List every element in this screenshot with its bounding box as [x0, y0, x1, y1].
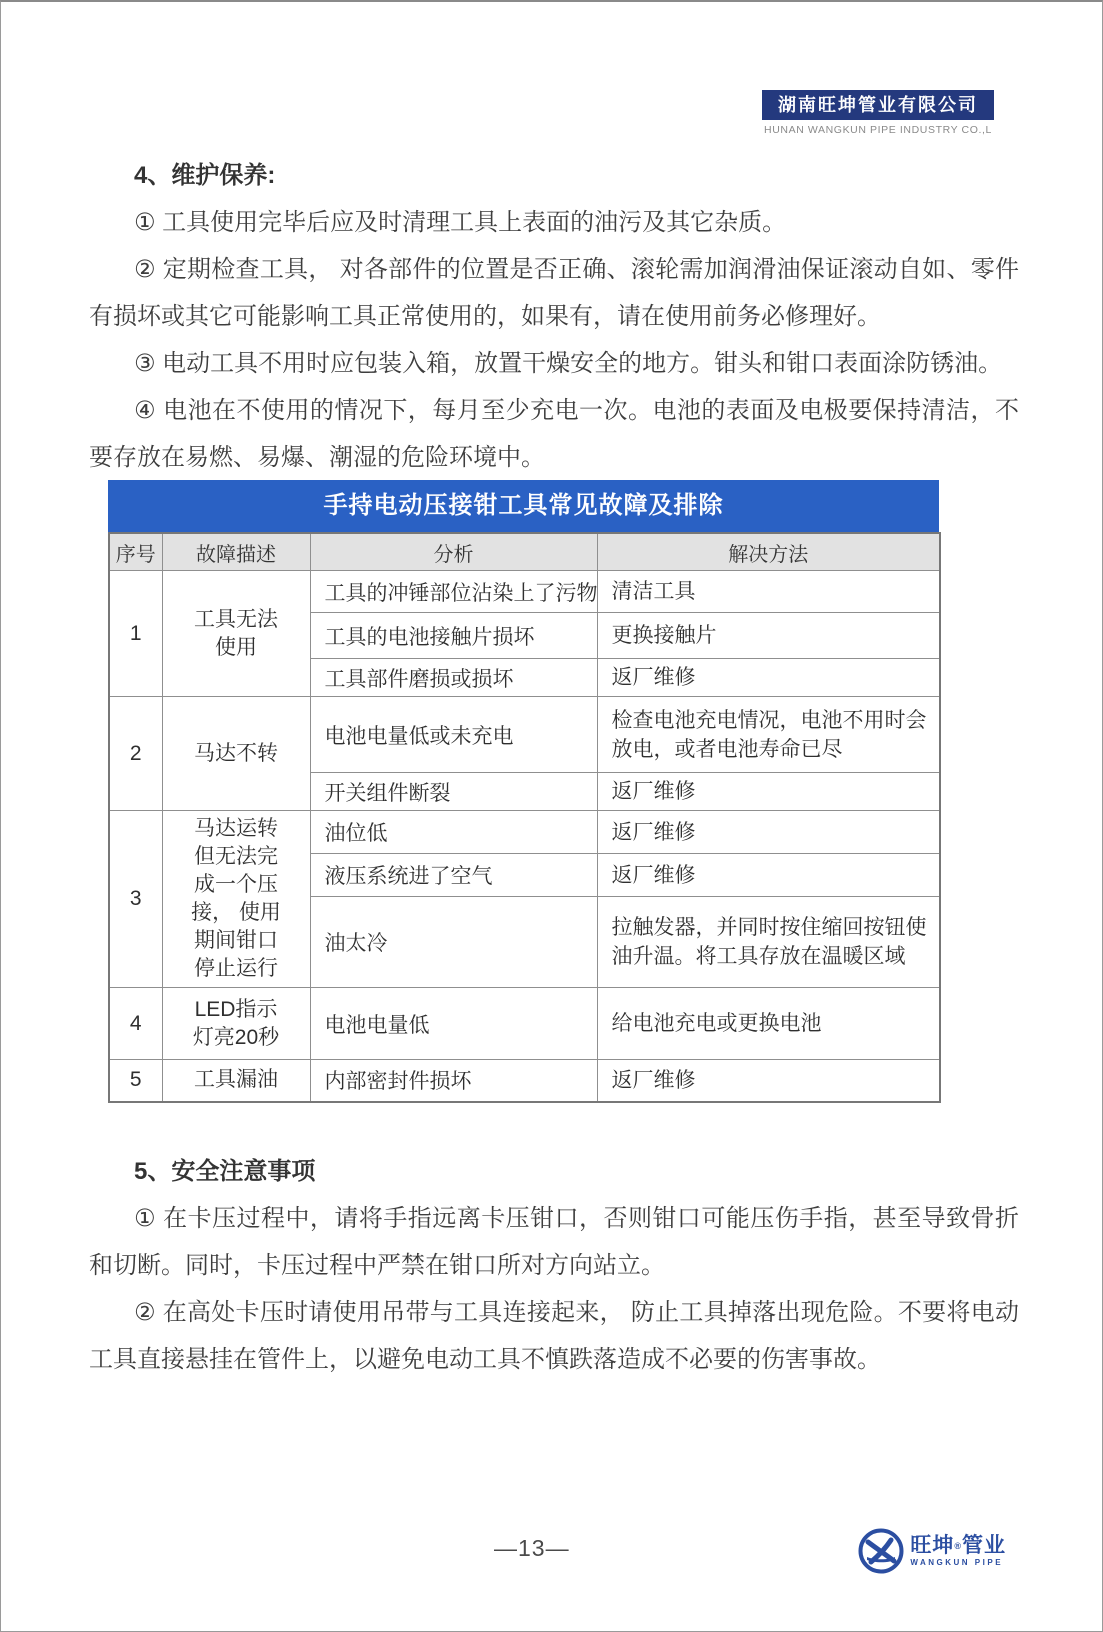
section5-heading: 5、安全注意事项 — [134, 1158, 316, 1185]
section4-heading: 4、维护保养: — [134, 162, 276, 189]
maintenance-item-3: ③ 电动工具不用时应包装入箱，放置干燥安全的地方。钳头和钳口表面涂防锈油。 — [134, 350, 1003, 377]
section-safety — [89, 1148, 1019, 1383]
cell-no: 4 — [109, 988, 162, 1060]
cell-solution: 返厂维修 — [597, 811, 940, 854]
cell-analysis: 开关组件断裂 — [310, 773, 597, 811]
footer-logo-chinese: 旺坤®管业 — [910, 1534, 1006, 1557]
table-row — [109, 1060, 940, 1102]
maintenance-item-1: ① 工具使用完毕后应及时清理工具上表面的油污及其它杂质。 — [134, 209, 787, 236]
table-row — [109, 697, 940, 773]
registered-mark: ® — [954, 1541, 962, 1551]
cell-solution: 返厂维修 — [597, 854, 940, 897]
cell-solution: 检查电池充电情况，电池不用时会放电，或者电池寿命已尽 — [597, 697, 940, 773]
cell-no: 1 — [109, 571, 162, 697]
table-row — [109, 571, 940, 613]
table-row — [109, 988, 940, 1060]
cell-analysis: 内部密封件损坏 — [310, 1060, 597, 1102]
footer-logo-text — [910, 1535, 1006, 1567]
cell-solution: 返厂维修 — [597, 773, 940, 811]
footer-logo-english: WANGKUN PIPE — [910, 1558, 1004, 1567]
cell-solution: 清洁工具 — [597, 571, 940, 613]
table-row — [109, 811, 940, 854]
cell-no: 5 — [109, 1060, 162, 1102]
cell-fault: 马达不转 — [162, 697, 310, 811]
cell-fault: 工具漏油 — [162, 1060, 310, 1102]
fault-table-section — [108, 480, 939, 1103]
safety-item-2: ② 在高处卡压时请使用吊带与工具连接起来， 防止工具掉落出现危险。不要将电动工具直接悬挂在管件上，以避免电动工具不慎跌落造成不必要的伤害事故。 — [89, 1299, 1019, 1373]
company-brand — [762, 90, 994, 136]
maintenance-item-2: ② 定期检查工具， 对各部件的位置是否正确、滚轮需加润滑油保证滚动自如、零件有损坏或其它可能影响工具正常使用的，如果有，请在使用前务必修理好。 — [89, 256, 1019, 330]
cell-fault: LED指示灯亮20秒 — [162, 988, 310, 1060]
cell-fault: 马达运转但无法完成一个压接， 使用期间钳口停止运行 — [162, 811, 310, 988]
cell-analysis: 油太冷 — [310, 897, 597, 988]
cell-analysis: 工具部件磨损或损坏 — [310, 659, 597, 697]
section-maintenance — [89, 152, 1019, 481]
company-name-english: HUNAN WANGKUN PIPE INDUSTRY CO.,L — [764, 124, 992, 136]
wangkun-logo-icon — [858, 1528, 904, 1574]
col-header-solution: 解决方法 — [597, 533, 940, 571]
col-header-no: 序号 — [109, 533, 162, 571]
cell-analysis: 液压系统进了空气 — [310, 854, 597, 897]
cell-analysis: 油位低 — [310, 811, 597, 854]
cell-analysis: 工具的电池接触片损坏 — [310, 613, 597, 659]
page-number: —13— — [494, 1535, 570, 1561]
fault-table-title: 手持电动压接钳工具常见故障及排除 — [108, 480, 939, 532]
cell-solution: 拉触发器，并同时按住缩回按钮使油升温。将工具存放在温暖区域 — [597, 897, 940, 988]
footer-logo — [858, 1528, 1006, 1574]
cell-fault: 工具无法使用 — [162, 571, 310, 697]
safety-item-1: ① 在卡压过程中，请将手指远离卡压钳口，否则钳口可能压伤手指，甚至导致骨折和切断。同时，卡压过程中严禁在钳口所对方向站立。 — [89, 1205, 1019, 1279]
cell-analysis: 工具的冲锤部位沾染上了污物 — [310, 571, 597, 613]
cell-solution: 返厂维修 — [597, 1060, 940, 1102]
cell-analysis: 电池电量低 — [310, 988, 597, 1060]
fault-table-header-row — [109, 533, 940, 571]
col-header-analysis: 分析 — [310, 533, 597, 571]
company-name-badge: 湖南旺坤管业有限公司 — [762, 90, 994, 120]
col-header-fault: 故障描述 — [162, 533, 310, 571]
cell-solution: 更换接触片 — [597, 613, 940, 659]
cell-solution: 返厂维修 — [597, 659, 940, 697]
cell-no: 2 — [109, 697, 162, 811]
cell-analysis: 电池电量低或未充电 — [310, 697, 597, 773]
cell-solution: 给电池充电或更换电池 — [597, 988, 940, 1060]
maintenance-item-4: ④ 电池在不使用的情况下，每月至少充电一次。电池的表面及电极要保持清洁，不要存放在易燃、易爆、潮湿的危险环境中。 — [89, 397, 1019, 471]
fault-table — [108, 532, 941, 1103]
cell-no: 3 — [109, 811, 162, 988]
